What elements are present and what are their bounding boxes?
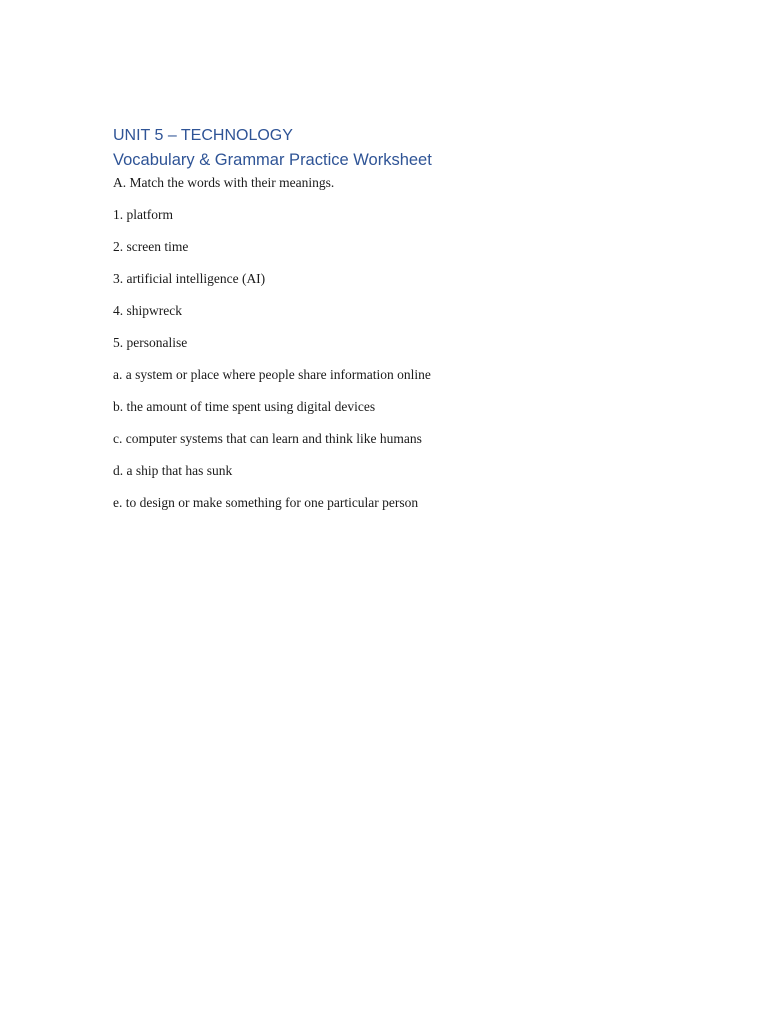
worksheet-content (113, 124, 673, 526)
section-a-instruction: A. Match the words with their meanings. (113, 175, 335, 190)
worksheet-subtitle: Vocabulary & Grammar Practice Worksheet (113, 151, 432, 169)
word-list (113, 206, 673, 366)
meaning-item: c. computer systems that can learn and think like humans (113, 431, 422, 446)
word-item: 5. personalise (113, 335, 188, 350)
meaning-list (113, 366, 673, 526)
word-item: 3. artificial intelligence (AI) (113, 271, 266, 286)
word-item: 2. screen time (113, 239, 189, 254)
word-item: 1. platform (113, 207, 173, 222)
meaning-item: a. a system or place where people share information online (113, 367, 431, 382)
meaning-item: b. the amount of time spent using digital devices (113, 399, 376, 414)
unit-title: UNIT 5 – TECHNOLOGY (113, 127, 293, 144)
meaning-item: e. to design or make something for one particular person (113, 495, 419, 510)
word-item: 4. shipwreck (113, 303, 182, 318)
meaning-item: d. a ship that has sunk (113, 463, 233, 478)
